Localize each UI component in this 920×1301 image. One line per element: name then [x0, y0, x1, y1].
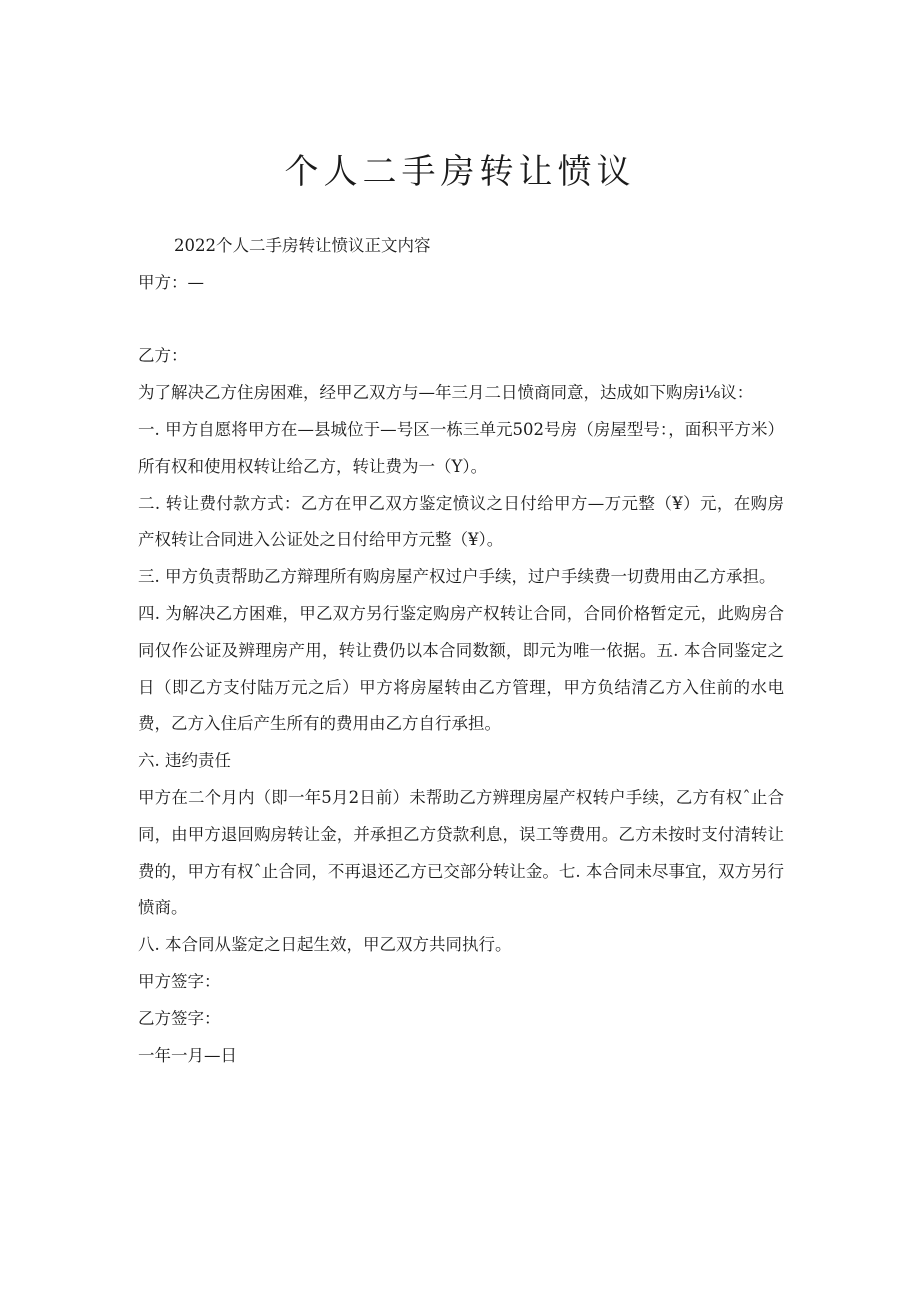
blank-line	[138, 302, 784, 339]
signature-party-a: 甲方签字：	[138, 971, 221, 991]
clause-2: 二. 转让费付款方式：乙方在甲乙双方鉴定愤议之日付给甲方—万元整（¥）元，在购房产权转让合同进入公证处之日付给甲方元整（¥）。	[138, 493, 784, 550]
signature-party-b: 乙方签字：	[138, 1008, 221, 1028]
clause-1: 一. 甲方自愿将甲方在—县城位于—号区一栋三单元502号房（房屋型号：，面积平方米）所有权和使用权转让给乙方，转让费为一（Y）。	[138, 419, 784, 476]
party-a-line: 甲方：—	[138, 272, 204, 292]
clause-6-body: 甲方在二个月内（即一年5月2日前）未帮助乙方辨理房屋产权转户手续，乙方有权ˆ止合同，由甲方退回购房转让金，并承担乙方贷款利息，误工等费用。乙方未按时支付清转让费的，甲方有权ˆ止合同，不再退还乙方已交部分转让金。七. 本合同未尽事宜，双方另行愤商。	[138, 787, 784, 918]
clause-6-heading: 六. 违约责任	[138, 751, 231, 771]
document-body	[138, 228, 784, 1074]
intro-paragraph: 为了解决乙方住房困难，经甲乙双方与—年三月二日愤商同意，达成如下购房i⅛议：	[138, 383, 754, 403]
clause-4: 四. 为解决乙方困难，甲乙双方另行鉴定购房产权转让合同，合同价格暂定元，此购房合同仅作公证及辨理房产用，转让费仍以本合同数额，即元为唯一依据。五. 本合同鉴定之日（即乙方支付陆万元之后）甲方将房屋转由乙方管理，甲方负结清乙方入住前的水电费，乙方入住后产生所有的费用由乙方自行承担。	[138, 603, 784, 734]
document-date: 一年一月—日	[138, 1045, 237, 1065]
clause-3: 三. 甲方负责帮助乙方辩理所有购房屋产权过户手续，过户手续费一切费用由乙方承担。	[138, 567, 776, 587]
clause-8: 八. 本合同从鉴定之日起生效，甲乙双方共同执行。	[138, 935, 512, 955]
party-b-line: 乙方：	[138, 346, 188, 366]
document-subtitle: 2022个人二手房转让愤议正文内容	[174, 236, 431, 255]
document-title: 个人二手房转让愤议	[284, 152, 636, 192]
